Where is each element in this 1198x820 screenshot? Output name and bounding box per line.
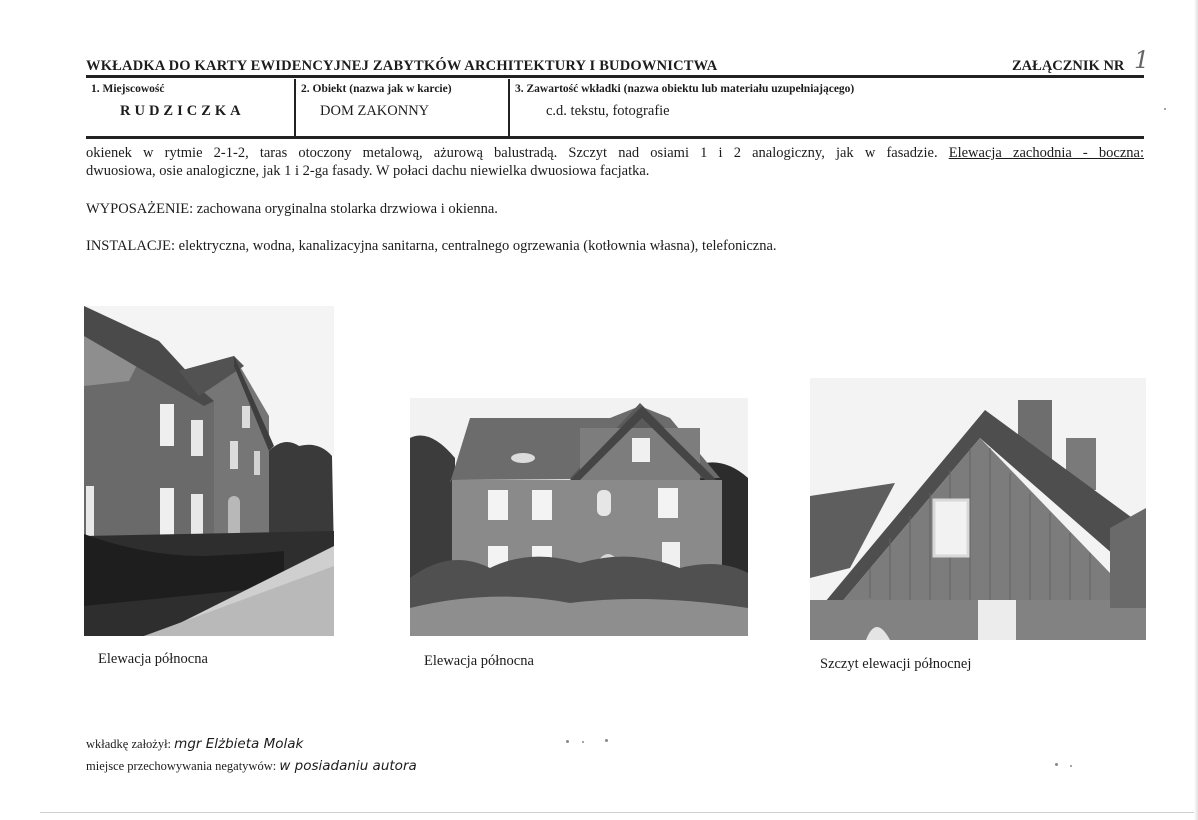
content-label: 3. Zawartość wkładki (nazwa obiektu lub materiału uzupełniającego) bbox=[515, 83, 855, 95]
object-label: 2. Obiekt (nazwa jak w karcie) bbox=[301, 83, 452, 95]
photo-caption-3: Szczyt elewacji północnej bbox=[820, 656, 972, 672]
photo-north-gable-image bbox=[810, 378, 1146, 640]
locality-cell bbox=[86, 79, 294, 135]
attachment-number: 1 bbox=[1134, 46, 1150, 74]
author-value: mgr Elżbieta Molak bbox=[174, 736, 304, 752]
photo-north-elevation-2-image bbox=[410, 398, 748, 636]
storage-line bbox=[86, 758, 417, 774]
table-divider-1 bbox=[294, 79, 296, 137]
content-cell bbox=[510, 79, 1144, 135]
document-title: WKŁADKA DO KARTY EWIDENCYJNEJ ZABYTKÓW ARCHITEKTURY I BUDOWNICTWA bbox=[86, 58, 718, 74]
photo-caption-2: Elewacja północna bbox=[424, 653, 534, 669]
scan-speck bbox=[1164, 108, 1166, 110]
locality-value: RUDZICZKA bbox=[120, 103, 245, 119]
header-rule-top bbox=[86, 75, 1144, 78]
object-cell bbox=[296, 79, 508, 135]
photo-north-elevation-2 bbox=[410, 398, 748, 636]
west-elevation-heading: Elewacja zachodnia - boczna: bbox=[948, 145, 1144, 161]
equipment-text: WYPOSAŻENIE: zachowana oryginalna stolarka drzwiowa i okienna. bbox=[86, 201, 498, 217]
photo-north-gable bbox=[810, 378, 1146, 640]
installations-text: INSTALACJE: elektryczna, wodna, kanalizacyjna sanitarna, centralnego ogrzewania (kotłownia własna), telefoniczna. bbox=[86, 238, 777, 254]
scan-right-edge bbox=[1194, 0, 1198, 820]
scan-speck bbox=[566, 740, 569, 743]
table-divider-2 bbox=[508, 79, 510, 137]
scan-speck bbox=[582, 741, 584, 743]
photo-caption-1: Elewacja północna bbox=[98, 651, 208, 667]
storage-value: w posiadaniu autora bbox=[279, 758, 417, 774]
photo-north-elevation-1-image bbox=[84, 306, 334, 636]
author-label: wkładkę założył: bbox=[86, 737, 172, 751]
body-line-1 bbox=[86, 144, 1144, 162]
photo-north-elevation-1 bbox=[84, 306, 334, 636]
storage-label: miejsce przechowywania negatywów: bbox=[86, 759, 277, 773]
author-line bbox=[86, 736, 303, 752]
body-line-2: dwuosiowa, osie analogiczne, jak 1 i 2-ga fasady. W połaci dachu niewielka dwuosiowa facjatka. bbox=[86, 163, 650, 179]
scan-speck bbox=[605, 739, 608, 742]
locality-label: 1. Miejscowość bbox=[91, 83, 165, 95]
scan-speck bbox=[1070, 765, 1072, 767]
header-table bbox=[86, 79, 1144, 135]
body-text-1: okienek w rytmie 2-1-2, taras otoczony metalową, ażurową balustradą. Szczyt nad osiami 1 i 2 analogiczny, jak w fasadzie. bbox=[86, 145, 938, 161]
scan-speck bbox=[1055, 763, 1058, 766]
object-value: DOM ZAKONNY bbox=[320, 103, 430, 119]
attachment-label: ZAŁĄCZNIK NR bbox=[1012, 58, 1125, 74]
content-value: c.d. tekstu, fotografie bbox=[546, 103, 670, 119]
header-rule-bottom bbox=[86, 136, 1144, 139]
scan-bottom-edge bbox=[40, 812, 1198, 813]
